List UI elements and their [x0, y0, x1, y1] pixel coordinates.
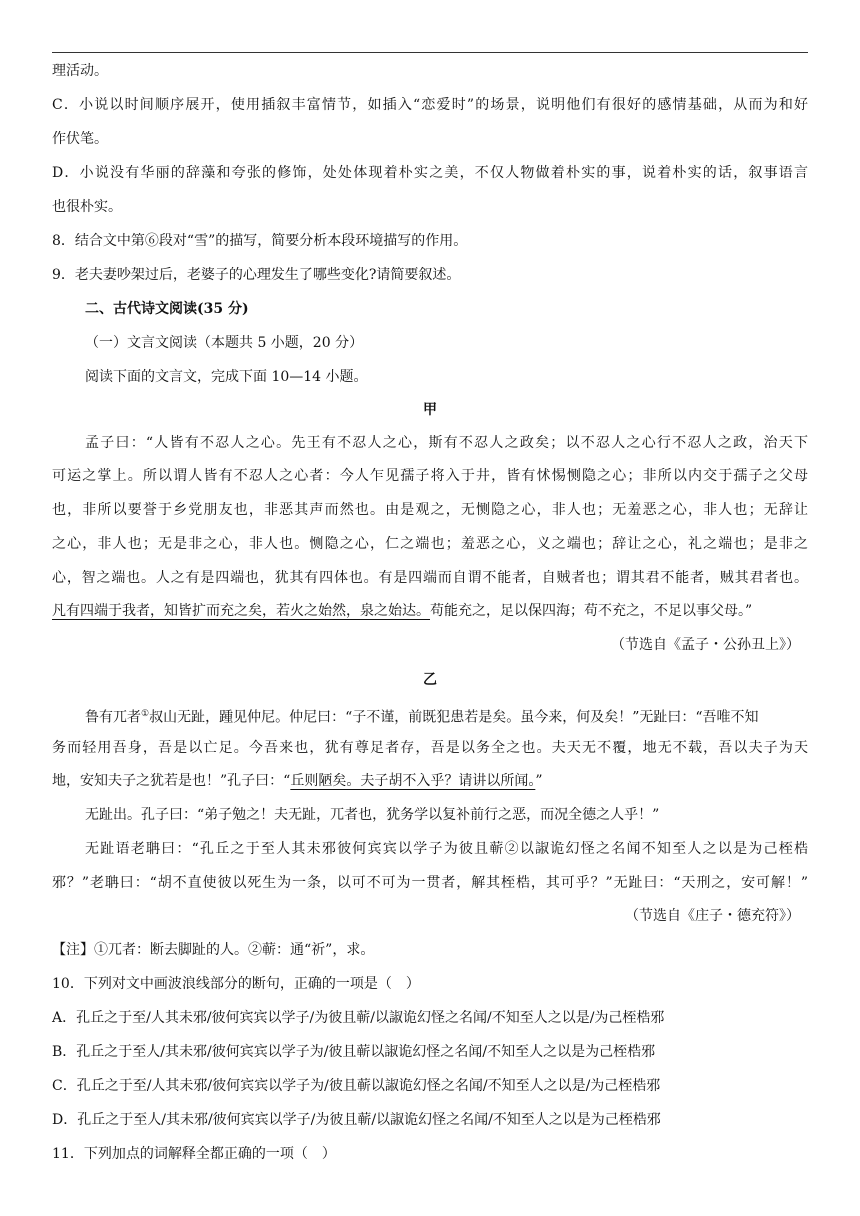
passage-yi-line: 务而轻用吾身，吾是以亡足。今吾来也，犹有尊足者存，吾是以务全之也。夫天无不覆，地无不载，吾以夫子为天 — [52, 740, 808, 756]
annotation-note: 【注】①兀者：断去脚趾的人。②蕲：通“祈”，求。 — [52, 942, 375, 958]
passage-text: 苟能充之，足以保四海；苟不充之，不足以事父母。” — [430, 603, 753, 619]
option-c: C．小说以时间顺序展开，使用插叙丰富情节，如插入“恋爱时”的场景，说明他们有很好的感情基础，从而为和好 — [52, 97, 808, 113]
text-line: 也很朴实。 — [52, 199, 122, 215]
passage-jia-line: 也，非所以要誉于乡党朋友也，非恶其声而然也。由是观之，无恻隐之心，非人也；无羞恶之心，非人也；无辞让 — [52, 502, 808, 518]
source-citation: （节选自《孟子・公孙丑上》） — [611, 637, 800, 653]
question-9: 9．老夫妻吵架过后，老婆子的心理发生了哪些变化?请简要叙述。 — [52, 267, 461, 283]
subsection-heading: （一）文言文阅读（本题共 5 小题，20 分） — [85, 335, 364, 351]
text-line: 作伏笔。 — [52, 131, 108, 147]
question-10: 10．下列对文中画波浪线部分的断句，正确的一项是（ ） — [52, 976, 420, 992]
section-heading: 二、古代诗文阅读(35 分) — [85, 301, 249, 317]
passage-jia-line: 可运之掌上。所以谓人皆有不忍人之心者：今人乍见孺子将入于井，皆有怵惕恻隐之心；非所以内交于孺子之父母 — [52, 468, 808, 484]
footnote-marker: ① — [141, 709, 150, 719]
option-b: B．孔丘之于至人/其未邪/彼何宾宾以学子为/彼且蕲以諔诡幻怪之名闻/不知至人之以是为己桎梏邪 — [52, 1044, 656, 1060]
option-c: C．孔丘之于至/人其未邪/彼何宾宾以学子为/彼且蕲以諔诡幻怪之名闻/不知至人之以是/为己桎梏邪 — [52, 1078, 661, 1094]
passage-text: 地，安知夫子之犹若是也！”孔子曰：“ — [52, 773, 291, 789]
source-citation: （节选自《庄子・德充符》） — [625, 908, 800, 924]
header-rule — [52, 52, 808, 53]
passage-yi-line — [52, 771, 543, 791]
option-d: D．小说没有华丽的辞藻和夸张的修饰，处处体现着朴实之美，不仅人物做着朴实的事，说着朴实的话，叙事语言 — [52, 165, 808, 181]
passage-text: ” — [535, 773, 543, 789]
text-line: 理活动。 — [52, 63, 108, 79]
passage-jia-line: 心，智之端也。人之有是四端也，犹其有四体也。有是四端而自谓不能者，自贼者也；谓其君不能者，贼其君者也。 — [52, 570, 808, 586]
question-8: 8．结合文中第⑥段对“雪”的描写，简要分析本段环境描写的作用。 — [52, 233, 468, 249]
passage-yi-line: 无趾语老聃曰：“孔丘之于至人其未邪彼何宾宾以学子为彼且蕲②以諔诡幻怪之名闻不知至人之以是为己桎梏 — [85, 841, 808, 857]
passage-jia-line: 孟子曰：“人皆有不忍人之心。先王有不忍人之心，斯有不忍人之政矣；以不忍人之心行不忍人之政，治天下 — [85, 435, 808, 451]
passage-yi-line: 无趾出。孔子曰：“弟子勉之！夫无趾，兀者也，犹务学以复补前行之恶，而况全德之人乎！” — [85, 807, 660, 823]
underlined-sentence: 凡有四端于我者，知皆扩而充之矣，若火之始然，泉之始达。 — [52, 603, 430, 619]
passage-text: 叔山无趾，踵见仲尼。仲尼曰：“子不谨，前既犯患若是矣。虽今来，何及矣！”无趾曰：“吾唯不知 — [149, 709, 759, 726]
option-d: D．孔丘之于至人/其未邪/彼何宾宾以学子/为彼且蕲/以諔诡幻怪之名闻/不知至人之以是为己桎梏邪 — [52, 1112, 661, 1128]
passage-title-jia: 甲 — [423, 402, 437, 418]
passage-yi-line: 邪？”老聃曰：“胡不直使彼以死生为一条，以可不可为一贯者，解其桎梏，其可乎？”无趾曰：“天刑之，安可解！” — [52, 875, 808, 891]
question-11: 11．下列加点的词解释全都正确的一项（ ） — [52, 1146, 336, 1162]
instruction: 阅读下面的文言文，完成下面 10—14 小题。 — [85, 369, 368, 385]
passage-title-yi: 乙 — [423, 672, 437, 688]
underlined-sentence: 丘则陋矣。夫子胡不入乎？请讲以所闻。 — [290, 773, 536, 789]
passage-jia-line: 之心，非人也；无是非之心，非人也。恻隐之心，仁之端也；羞恶之心，义之端也；辞让之心，礼之端也；是非之 — [52, 536, 808, 552]
passage-jia-line — [52, 601, 752, 621]
passage-text: 鲁有兀者 — [85, 709, 141, 726]
passage-yi-line — [85, 704, 759, 728]
option-a: A．孔丘之于至/人其未邪/彼何宾宾以学子/为彼且蕲/以諔诡幻怪之名闻/不知至人之以是/为己桎梏邪 — [52, 1010, 665, 1026]
